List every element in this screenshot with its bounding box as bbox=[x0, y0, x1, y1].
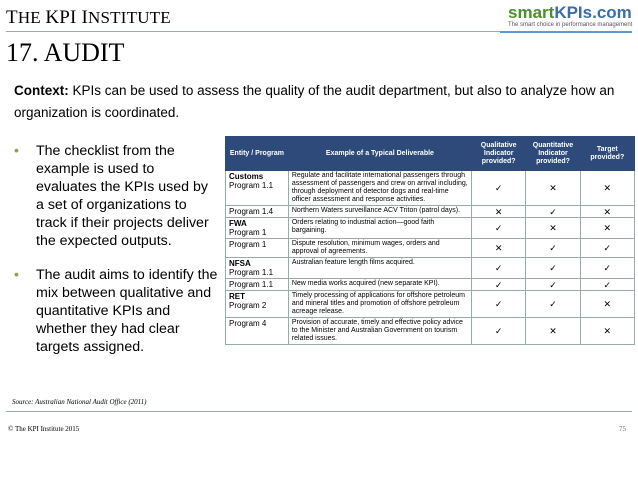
bullet-marker: • bbox=[14, 267, 19, 283]
qualitative-mark: ✓ bbox=[472, 258, 526, 279]
qualitative-mark: ✓ bbox=[472, 291, 526, 318]
quantitative-mark: ✓ bbox=[526, 258, 580, 279]
program-name: Program 2 bbox=[229, 301, 267, 310]
program-name: Program 1.1 bbox=[229, 268, 274, 277]
column-header: Example of a Typical Deliverable bbox=[288, 137, 471, 171]
table-row bbox=[226, 279, 635, 291]
table-header-row bbox=[226, 137, 635, 171]
quantitative-mark: ✓ bbox=[526, 206, 580, 218]
entity-cell bbox=[226, 239, 289, 258]
deliverable-cell: Timely processing of applications for offshore petroleum and mineral titles and promotion of offshore petroleum acreage release. bbox=[288, 291, 471, 318]
logo-tagline: The smart choice in performance management bbox=[508, 22, 633, 28]
source-note: Source: Australian National Audit Office (2011) bbox=[12, 398, 147, 406]
quantitative-mark: ✕ bbox=[526, 218, 580, 239]
program-name: Program 1.1 bbox=[229, 181, 274, 190]
entity-cell bbox=[226, 258, 289, 279]
column-header: Qualitative Indicator provided? bbox=[472, 137, 526, 171]
deliverable-cell: Northern Waters surveillance ACV Triton (patrol days). bbox=[288, 206, 471, 218]
qualitative-mark: ✓ bbox=[472, 171, 526, 206]
qualitative-mark: ✕ bbox=[472, 206, 526, 218]
quantitative-mark: ✓ bbox=[526, 279, 580, 291]
table-row bbox=[226, 239, 635, 258]
page-number: 75 bbox=[619, 425, 626, 433]
quantitative-mark: ✕ bbox=[526, 171, 580, 206]
brand-title: THE KPI INSTITUTE bbox=[6, 7, 171, 28]
program-name: Program 1.4 bbox=[229, 207, 274, 216]
target-mark: ✕ bbox=[580, 291, 634, 318]
program-name: Program 4 bbox=[229, 319, 267, 328]
program-name: Program 1 bbox=[229, 240, 267, 249]
deliverable-cell: Regulate and facilitate international passengers through assessment of passengers and crew on arrival including, through deployment of detector dogs and real-time officer assessment and response activities. bbox=[288, 171, 471, 206]
qualitative-mark: ✓ bbox=[472, 279, 526, 291]
target-mark: ✓ bbox=[580, 258, 634, 279]
entity-cell bbox=[226, 218, 289, 239]
bullet-marker: • bbox=[14, 143, 19, 159]
deliverable-cell: Provision of accurate, timely and effective policy advice to the Minister and Australian Government on tourism related issues. bbox=[288, 318, 471, 345]
deliverable-cell: Orders relating to industrial action—good faith bargaining. bbox=[288, 218, 471, 239]
column-header: Entity / Program bbox=[226, 137, 289, 171]
slide-title: 17. AUDIT bbox=[6, 38, 125, 67]
entity-name: FWA bbox=[229, 219, 247, 228]
target-mark: ✕ bbox=[580, 318, 634, 345]
qualitative-mark: ✕ bbox=[472, 239, 526, 258]
table-row bbox=[226, 171, 635, 206]
table-row bbox=[226, 318, 635, 345]
table-row bbox=[226, 206, 635, 218]
target-mark: ✓ bbox=[580, 279, 634, 291]
entity-cell bbox=[226, 318, 289, 345]
entity-cell bbox=[226, 206, 289, 218]
deliverable-cell: New media works acquired (new separate KPI). bbox=[288, 279, 471, 291]
entity-name: RET bbox=[229, 292, 245, 301]
deliverable-cell: Australian feature length films acquired. bbox=[288, 258, 471, 279]
entity-name: Customs bbox=[229, 172, 264, 181]
copyright: © The KPI Institute 2015 bbox=[8, 425, 80, 433]
deliverable-cell: Dispute resolution, minimum wages, orders and approval of agreements. bbox=[288, 239, 471, 258]
bullet-item: • The checklist from the example is used to evaluates the KPIs used by a set of organizations to track if their projects deliver the expected outputs. bbox=[14, 143, 209, 249]
entity-name: NFSA bbox=[229, 259, 251, 268]
column-header: Quantitative Indicator provided? bbox=[526, 137, 580, 171]
quantitative-mark: ✕ bbox=[526, 318, 580, 345]
qualitative-mark: ✓ bbox=[472, 318, 526, 345]
smartkpis-logo: smartKPIs.com The smart choice in performance management bbox=[508, 3, 633, 28]
table-row bbox=[226, 218, 635, 239]
program-name: Program 1 bbox=[229, 228, 267, 237]
target-mark: ✕ bbox=[580, 218, 634, 239]
quantitative-mark: ✓ bbox=[526, 291, 580, 318]
kpi-checklist-table bbox=[225, 136, 635, 345]
entity-cell bbox=[226, 291, 289, 318]
table-row bbox=[226, 258, 635, 279]
target-mark: ✕ bbox=[580, 171, 634, 206]
table-row bbox=[226, 291, 635, 318]
context-paragraph: Context: KPIs can be used to assess the quality of the audit department, but also to analyze how an organization is coordinated. bbox=[14, 83, 615, 120]
header-accent-divider bbox=[500, 31, 632, 33]
target-mark: ✕ bbox=[580, 206, 634, 218]
entity-cell bbox=[226, 171, 289, 206]
bullet-list bbox=[14, 142, 218, 372]
entity-cell bbox=[226, 279, 289, 291]
footer-divider bbox=[6, 411, 632, 412]
quantitative-mark: ✓ bbox=[526, 239, 580, 258]
target-mark: ✓ bbox=[580, 239, 634, 258]
program-name: Program 1.1 bbox=[229, 280, 274, 289]
qualitative-mark: ✓ bbox=[472, 218, 526, 239]
column-header: Target provided? bbox=[580, 137, 634, 171]
bullet-item: • The audit aims to identify the mix between qualitative and quantitative KPIs and whether they had clear targets assigned. bbox=[14, 267, 218, 355]
